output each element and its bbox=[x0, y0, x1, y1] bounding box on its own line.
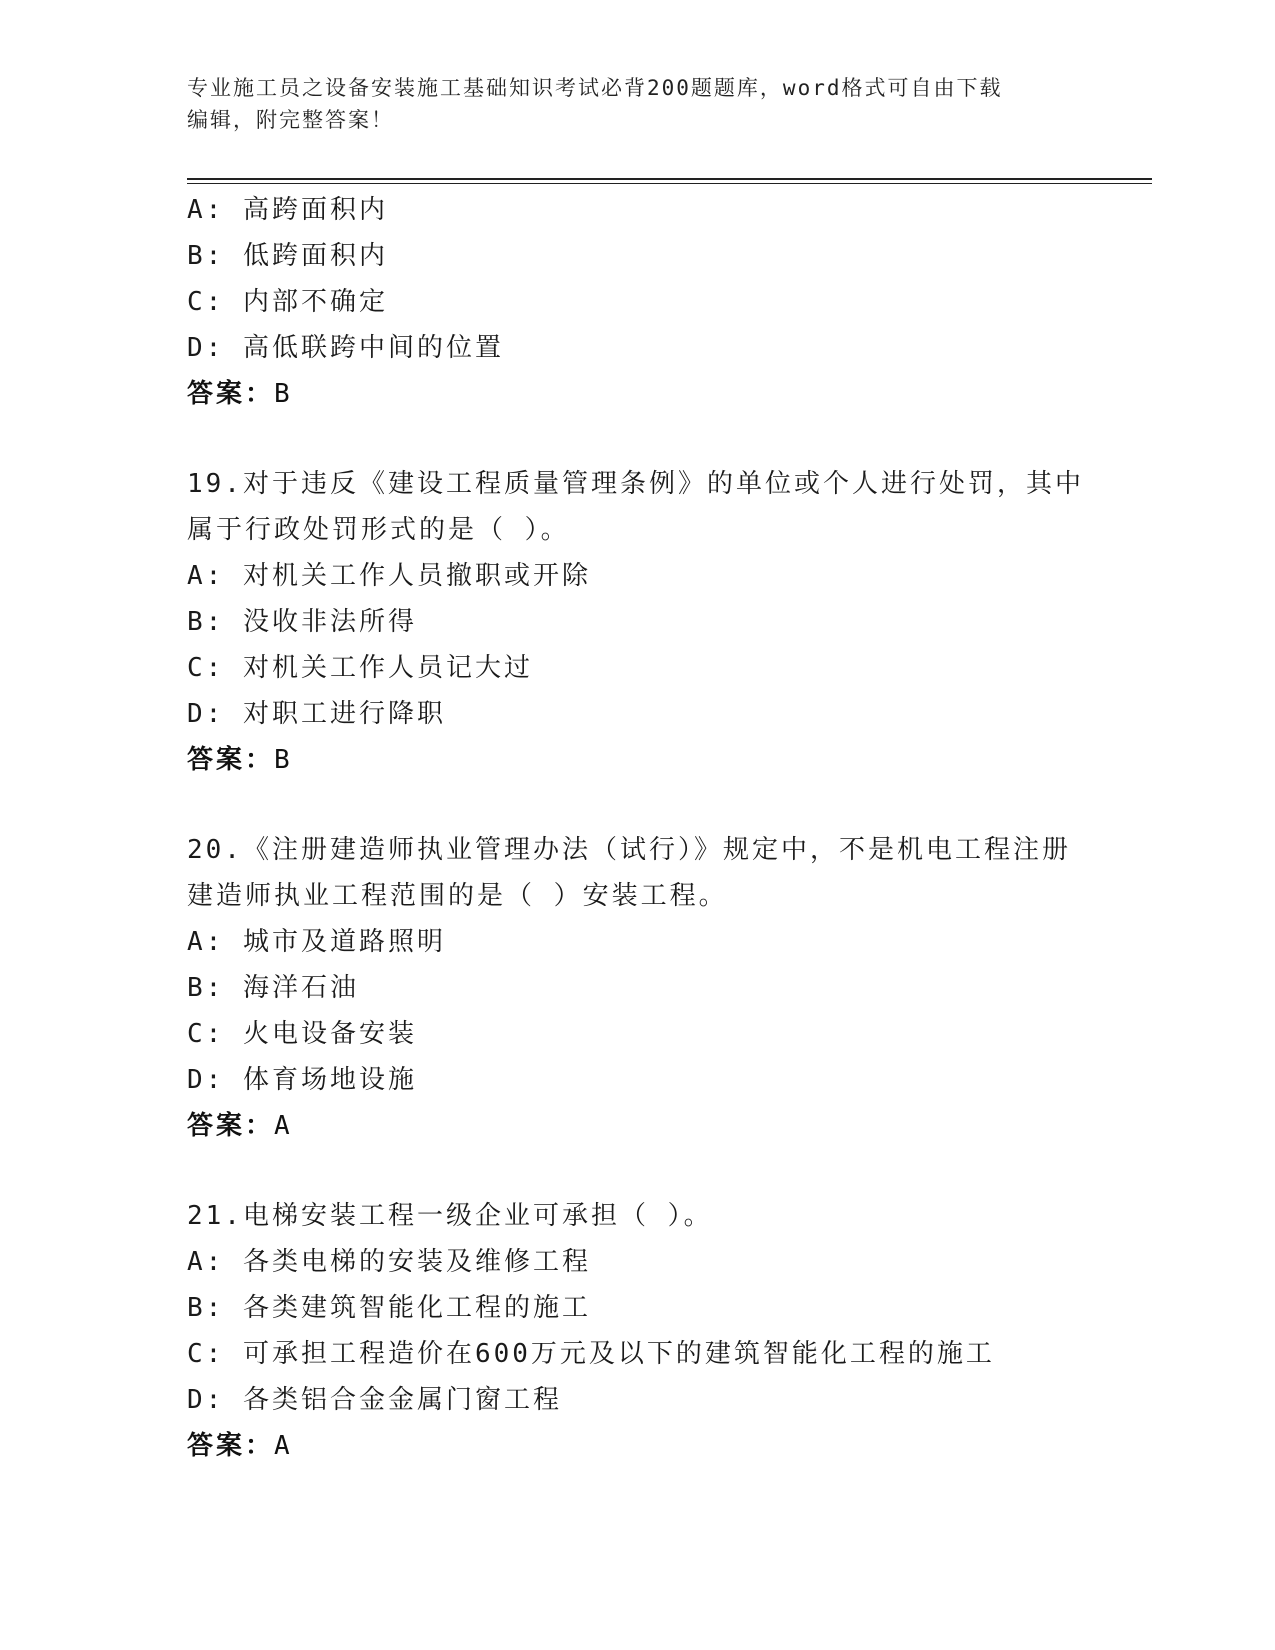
option-a: A: 高跨面积内 bbox=[187, 195, 388, 225]
option-a: A: 城市及道路照明 bbox=[187, 927, 446, 957]
option-d: D: 对职工进行降职 bbox=[187, 699, 446, 729]
answer-label: 答案： bbox=[187, 745, 275, 775]
answer-value: A bbox=[274, 1431, 293, 1461]
answer-line bbox=[187, 371, 1087, 417]
question-text-line1: 19.对于违反《建设工程质量管理条例》的单位或个人进行处罚，其中 bbox=[187, 469, 1084, 499]
document-header bbox=[187, 72, 1087, 136]
question-20 bbox=[187, 827, 1087, 1149]
header-divider-thin bbox=[187, 183, 1152, 184]
option-a: A: 各类电梯的安装及维修工程 bbox=[187, 1247, 591, 1277]
question-text-line1: 21.电梯安装工程一级企业可承担（ ）。 bbox=[187, 1201, 713, 1231]
answer-line bbox=[187, 1423, 1087, 1469]
option-c: C: 火电设备安装 bbox=[187, 1019, 417, 1049]
option-b: B: 各类建筑智能化工程的施工 bbox=[187, 1293, 591, 1323]
header-divider-thick bbox=[187, 178, 1152, 180]
answer-line bbox=[187, 1103, 1087, 1149]
question-text-line2: 属于行政处罚形式的是（ ）。 bbox=[187, 515, 570, 545]
option-b: B: 低跨面积内 bbox=[187, 241, 388, 271]
answer-value: B bbox=[274, 745, 293, 775]
answer-value: A bbox=[274, 1111, 293, 1141]
option-b: B: 海洋石油 bbox=[187, 973, 359, 1003]
header-title-line2: 编辑，附完整答案！ bbox=[187, 108, 394, 132]
option-a: A: 对机关工作人员撤职或开除 bbox=[187, 561, 591, 591]
question-21 bbox=[187, 1193, 1087, 1469]
question-19 bbox=[187, 461, 1087, 783]
header-title-line1: 专业施工员之设备安装施工基础知识考试必背200题题库，word格式可自由下载 bbox=[187, 76, 1003, 100]
option-d: D: 高低联跨中间的位置 bbox=[187, 333, 504, 363]
question-text-line2: 建造师执业工程范围的是（ ）安装工程。 bbox=[187, 881, 728, 911]
answer-label: 答案： bbox=[187, 379, 275, 409]
answer-value: B bbox=[274, 379, 293, 409]
answer-label: 答案： bbox=[187, 1431, 275, 1461]
question-text-line1: 20.《注册建造师执业管理办法（试行）》规定中，不是机电工程注册 bbox=[187, 835, 1071, 865]
question-18 bbox=[187, 187, 1087, 417]
option-c: C: 可承担工程造价在600万元及以下的建筑智能化工程的施工 bbox=[187, 1339, 995, 1369]
option-c: C: 内部不确定 bbox=[187, 287, 388, 317]
answer-label: 答案： bbox=[187, 1111, 275, 1141]
option-c: C: 对机关工作人员记大过 bbox=[187, 653, 533, 683]
option-d: D: 各类铝合金金属门窗工程 bbox=[187, 1385, 562, 1415]
option-b: B: 没收非法所得 bbox=[187, 607, 417, 637]
answer-line bbox=[187, 737, 1087, 783]
question-list bbox=[187, 187, 1087, 1469]
option-d: D: 体育场地设施 bbox=[187, 1065, 417, 1095]
